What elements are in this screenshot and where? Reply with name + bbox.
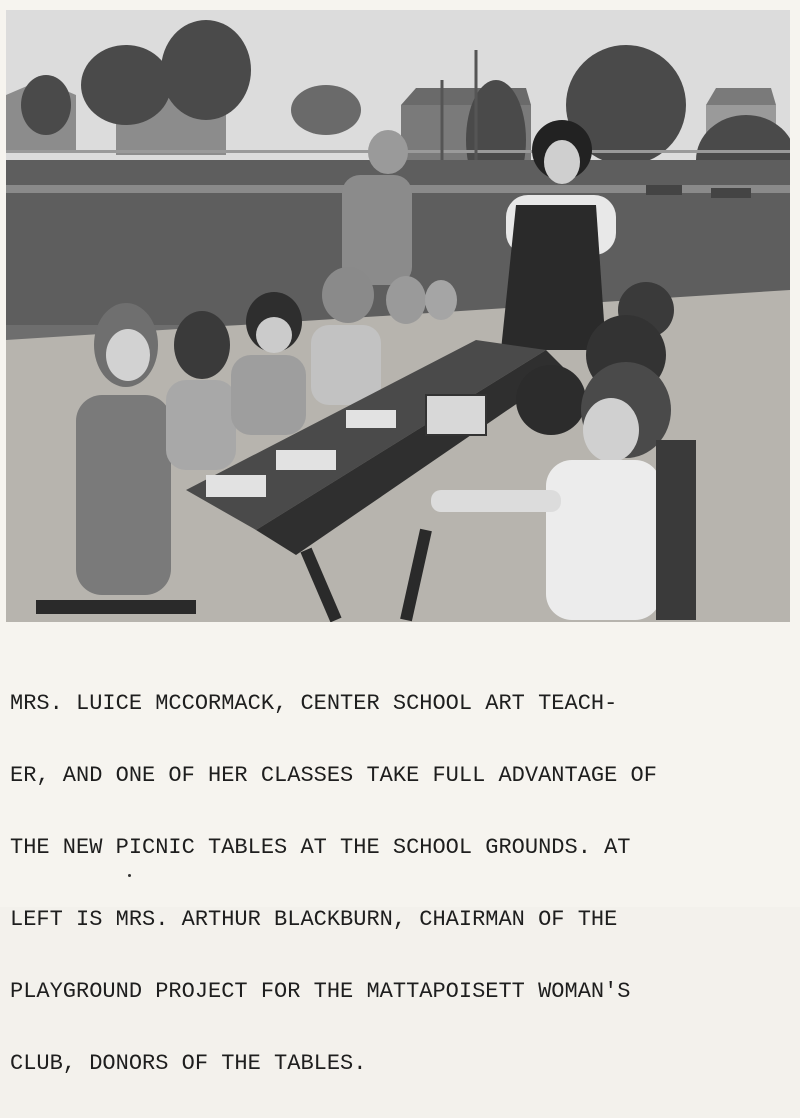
ink-speck (128, 874, 131, 877)
caption-line: THE NEW PICNIC TABLES AT THE SCHOOL GROUNDS. AT (10, 835, 631, 860)
photograph (6, 10, 790, 622)
caption-line: CLUB, DONORS OF THE TABLES. (10, 1051, 367, 1076)
craft-box (426, 395, 486, 435)
caption-line: ER, AND ONE OF HER CLASSES TAKE FULL ADVANTAGE OF (10, 763, 657, 788)
bench-right (656, 440, 696, 620)
caption-line: LEFT IS MRS. ARTHUR BLACKBURN, CHAIRMAN OF THE (10, 907, 618, 932)
bench-left (36, 600, 196, 614)
caption-line: MRS. LUICE MCCORMACK, CENTER SCHOOL ART TEACH- (10, 691, 618, 716)
caption (10, 650, 790, 1118)
photo-illustration (6, 10, 790, 622)
caption-line: PLAYGROUND PROJECT FOR THE MATTAPOISETT WOMAN'S (10, 979, 631, 1004)
